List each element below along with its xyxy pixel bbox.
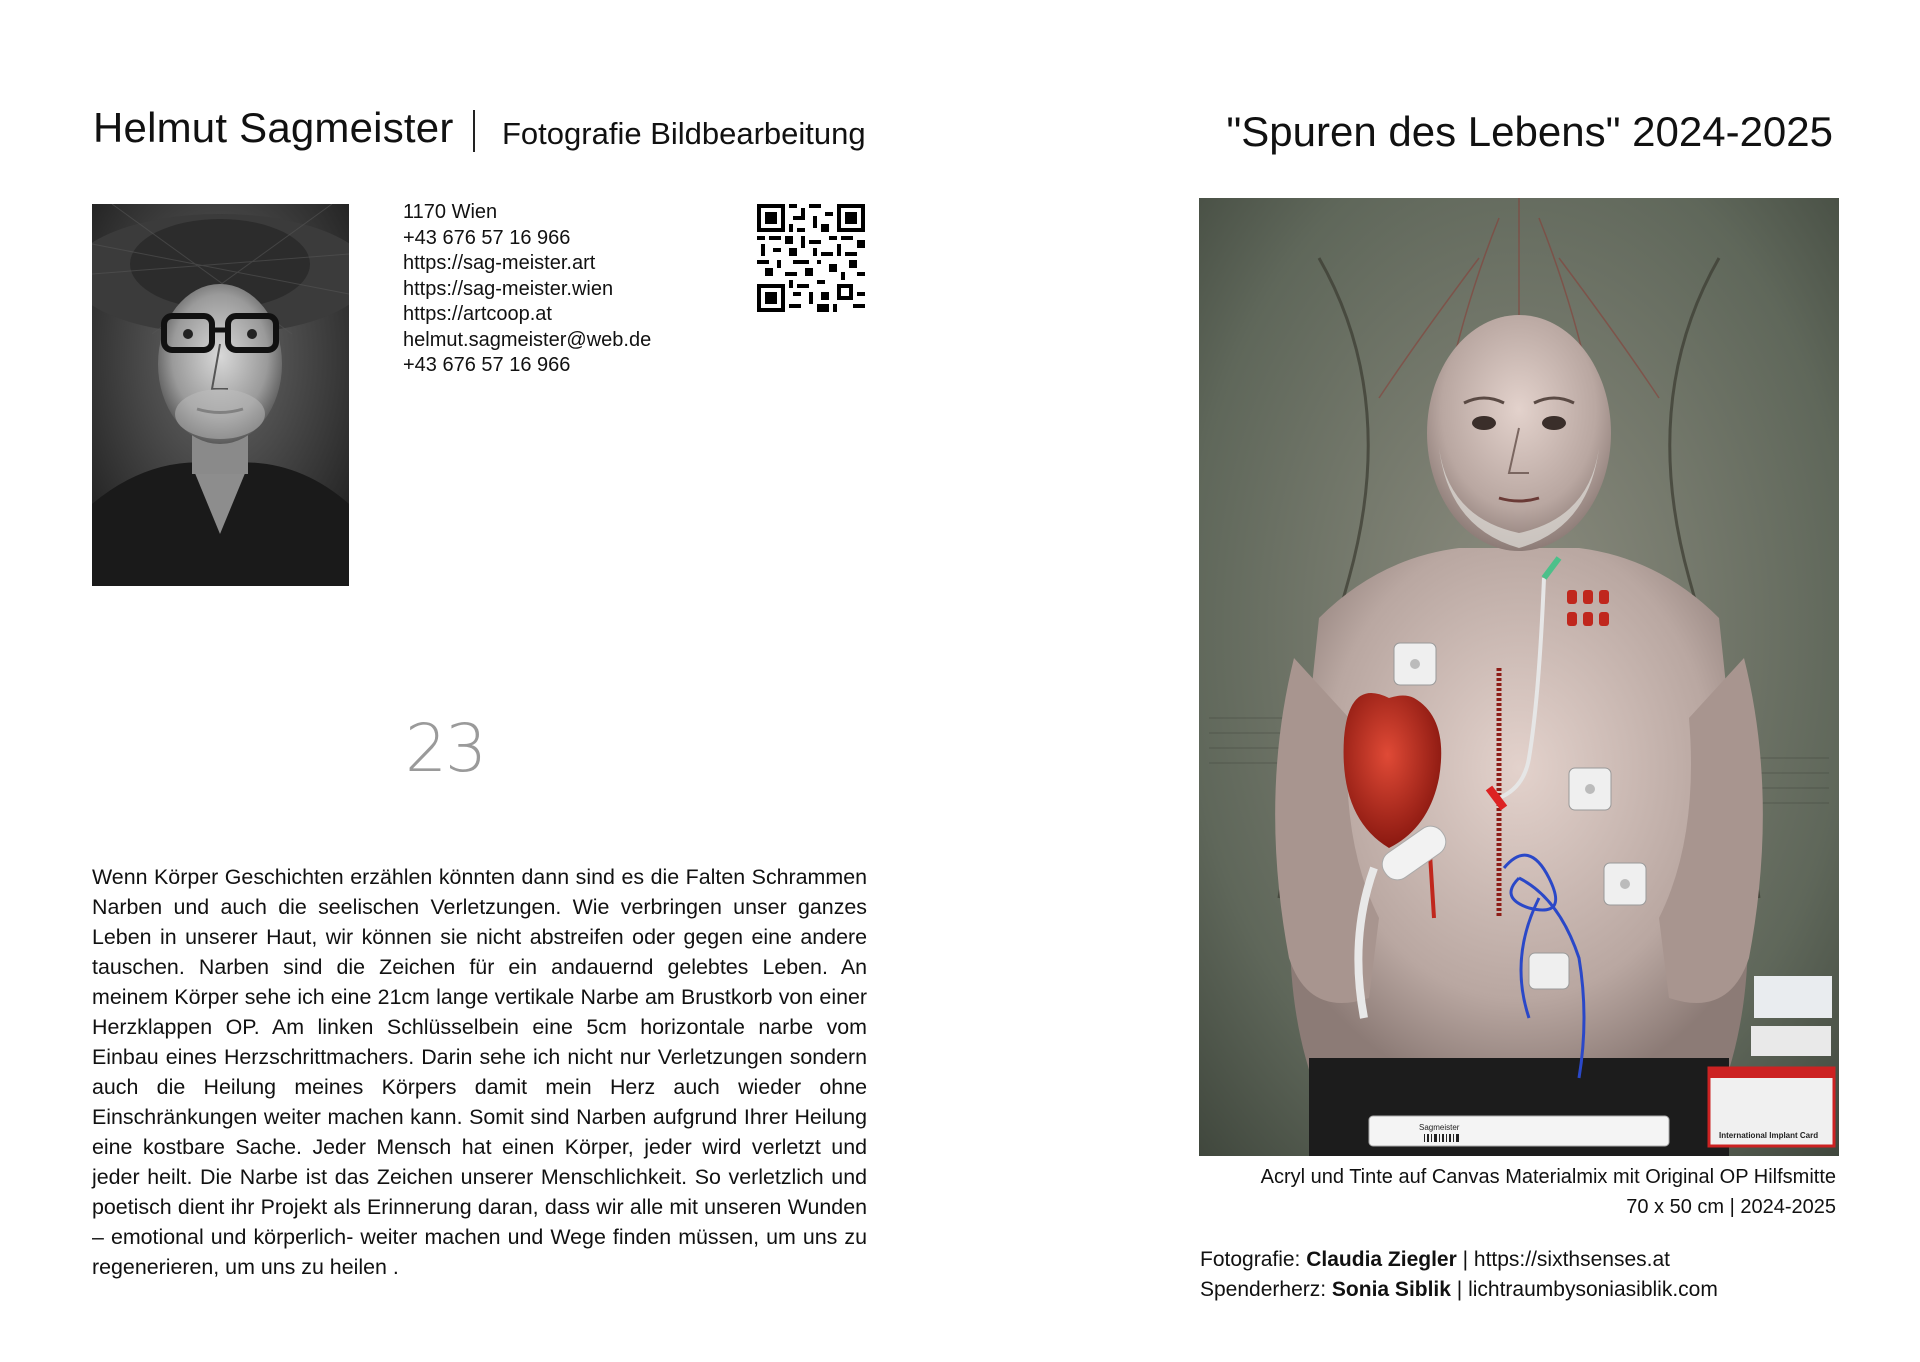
wristband-name: Sagmeister [1419,1123,1460,1132]
artist-statement: Wenn Körper Geschichten erzählen könnten dann sind es die Falten Schrammen Narben und auch die seelischen Verletzungen. Wie verbringen unser ganzes Leben in unserer Haut, wir können sie nicht abstreifen oder gegen eine andere tauschen. Narben sind die Zeichen für ein andauernd gelebtes Leben. An meinem Körper sehe ich eine 21cm lange vertikale Narbe am Brustkorb von einer Herzklappen OP. Am linken Schlüsselbein eine 5cm horizontale narbe vom Einbau eines Herzschrittmachers. Darin sehe ich nicht nur Verletzungen sondern auch die Heilung meines Körpers damit mein Herz auch wieder ohne Einschränkungen weiter machen kann. Somit sind Narben aufgrund Ihrer Heilung eine kostbare Sache. Jeder Mensch hat einen Körper, jeder wird verletzt und jeder heilt. Die Narbe ist das Zeichen unserer Menschlichkeit. So verletzlich und poetisch dient ihr Projekt als Erinnerung daran, dass wir alle mit unseren Wunden – emotional und körperlich- weiter machen und Wege finden müssen, um uns zu regenerieren, um uns zu heilen . [92,865,867,1279]
heart-credit-name: Sonia Siblik [1331,1278,1451,1301]
photo-credit-url[interactable]: https://sixthsenses.at [1473,1248,1671,1271]
contact-website-wien[interactable]: https://sag-meister.wien [403,277,614,300]
heart-credit [1200,1275,1718,1305]
photo-credit-separator: | [1456,1248,1474,1271]
contact-email[interactable]: helmut.sagmeister@web.de [403,328,652,351]
contact-website-art[interactable]: https://sag-meister.art [403,252,596,274]
header-divider [473,110,475,152]
contact-block [403,200,651,379]
page-number: 23 [405,710,485,787]
contact-phone-2: +43 676 57 16 966 [403,354,571,376]
artwork-title: "Spuren des Lebens" 2024-2025 [1226,108,1833,155]
heart-credit-url[interactable]: lichtraumbysoniasiblik.com [1468,1278,1718,1301]
photo-credit [1200,1245,1718,1275]
artist-role: Fotografie Bildbearbeitung [502,116,866,151]
artist-name: Helmut Sagmeister [93,104,454,151]
artwork-caption-size: 70 x 50 cm | 2024-2025 [1626,1196,1836,1218]
contact-phone: +43 676 57 16 966 [403,226,571,249]
heart-credit-label: Spenderherz: [1200,1278,1332,1301]
heart-credit-separator: | [1450,1278,1469,1301]
contact-address: 1170 Wien [403,201,498,223]
implant-card-label: International Implant Card [1719,1131,1819,1140]
photo-credit-label: Fotografie: [1200,1248,1307,1271]
artwork-caption-medium: Acryl und Tinte auf Canvas Materialmix mit Original OP Hilfsmitte [1260,1166,1836,1188]
credits-block [1200,1245,1718,1305]
artist-portrait-photo [92,204,349,586]
qr-code-icon [757,204,865,312]
artwork-image [1199,198,1839,1156]
contact-website-artcoop[interactable]: https://artcoop.at [403,303,552,325]
photo-credit-name: Claudia Ziegler [1306,1248,1457,1271]
